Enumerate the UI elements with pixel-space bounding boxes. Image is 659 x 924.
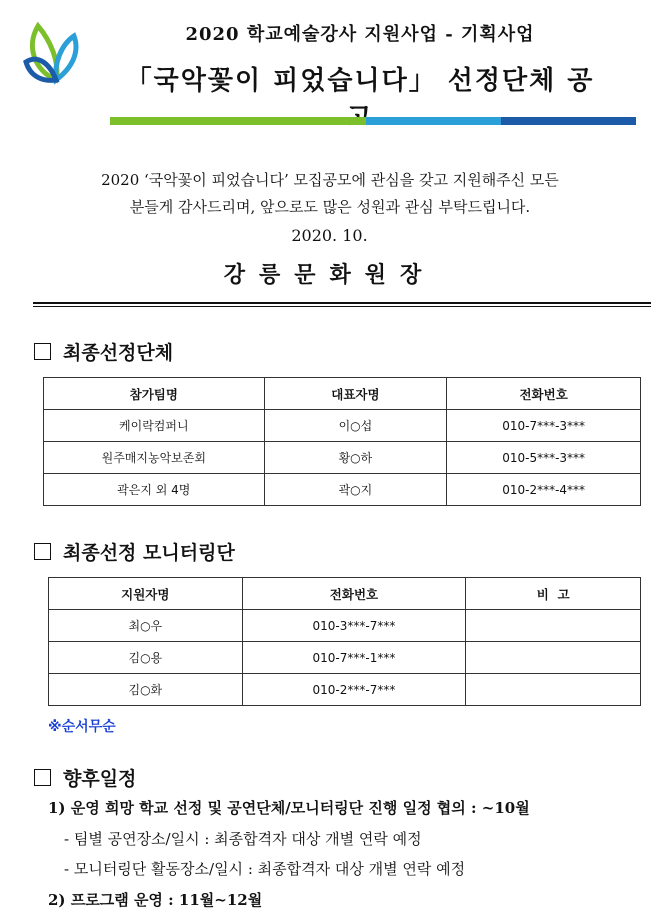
table-header-cell: 참가팀명: [44, 378, 265, 410]
table-cell: [466, 674, 641, 706]
intro-text: [40, 167, 620, 221]
table-cell: [466, 610, 641, 642]
table-cell: 010-2***-4***: [447, 474, 641, 506]
checkbox-square-icon: [34, 769, 51, 786]
table-cell: 010-7***-3***: [447, 410, 641, 442]
table-header-row: [44, 378, 641, 410]
table-cell: 이○섭: [264, 410, 447, 442]
header-color-bar: [110, 117, 636, 125]
schedule-sub-1: - 팀별 공연장소/일시 : 최종합격자 대상 개별 연락 예정: [64, 830, 422, 848]
section-title: 최종선정단체: [63, 342, 174, 364]
schedule-item-1: 1) 운영 희망 학교 선정 및 공연단체/모니터링단 진행 일정 협의 : ~10월: [48, 799, 530, 817]
monitoring-table: [48, 577, 641, 706]
color-bar-green: [110, 117, 366, 125]
table-cell: 김○용: [49, 642, 243, 674]
table-cell: 황○하: [264, 442, 447, 474]
table-cell: 010-2***-7***: [242, 674, 466, 706]
intro-line-1: 2020 ‘국악꽃이 피었습니다’ 모집공모에 관심을 갖고 지원해주신 모든: [101, 171, 559, 189]
table-row: [44, 410, 641, 442]
table-cell: 010-7***-1***: [242, 642, 466, 674]
color-bar-blue: [366, 117, 501, 125]
section-title: 향후일정: [63, 768, 137, 790]
notice-date: 2020. 10.: [291, 226, 368, 245]
section-monitoring-heading: [34, 538, 235, 565]
issuer-name: 강릉문화원장: [223, 262, 436, 288]
table-cell: 010-3***-7***: [242, 610, 466, 642]
section-final-groups-heading: [34, 338, 173, 365]
table-row: [49, 674, 641, 706]
table-header-cell: 비 고: [466, 578, 641, 610]
final-groups-table: [43, 377, 641, 506]
table-cell: [466, 642, 641, 674]
table-header-cell: 전화번호: [242, 578, 466, 610]
table-row: [49, 610, 641, 642]
table-row: [49, 642, 641, 674]
table-cell: 원주매지농악보존회: [44, 442, 265, 474]
page-title: 「국악꽃이 피었습니다」 선정단체 공: [125, 66, 595, 96]
table-cell: 곽○지: [264, 474, 447, 506]
schedule-item-2: 2) 프로그램 운영 : 11월~12월: [48, 891, 263, 909]
header-subtitle: 2020 학교예술강사 지원사업 - 기획사업: [185, 24, 535, 45]
table-cell: 케이락컴퍼니: [44, 410, 265, 442]
checkbox-square-icon: [34, 343, 51, 360]
table-row: [44, 442, 641, 474]
table-header-cell: 지원자명: [49, 578, 243, 610]
schedule-sub-2: - 모니터링단 활동장소/일시 : 최종합격자 대상 개별 연락 예정: [64, 860, 466, 878]
section-title: 최종선정 모니터링단: [63, 542, 235, 564]
checkbox-square-icon: [34, 543, 51, 560]
table-cell: 최○우: [49, 610, 243, 642]
table-cell: 김○화: [49, 674, 243, 706]
table-row: [44, 474, 641, 506]
table-header-cell: 전화번호: [447, 378, 641, 410]
color-bar-navy: [501, 117, 636, 125]
table-cell: 곽은지 외 4명: [44, 474, 265, 506]
table-cell: 010-5***-3***: [447, 442, 641, 474]
order-note: ※순서무순: [48, 719, 116, 735]
intro-line-2: 분들게 감사드리며, 앞으로도 많은 성원과 관심 부탁드립니다.: [129, 198, 531, 216]
divider-thick: [33, 302, 651, 304]
leaf-logo-icon: [20, 18, 92, 90]
divider-thin: [33, 306, 651, 307]
table-header-row: [49, 578, 641, 610]
table-header-cell: 대표자명: [264, 378, 447, 410]
section-schedule-heading: [34, 764, 136, 791]
